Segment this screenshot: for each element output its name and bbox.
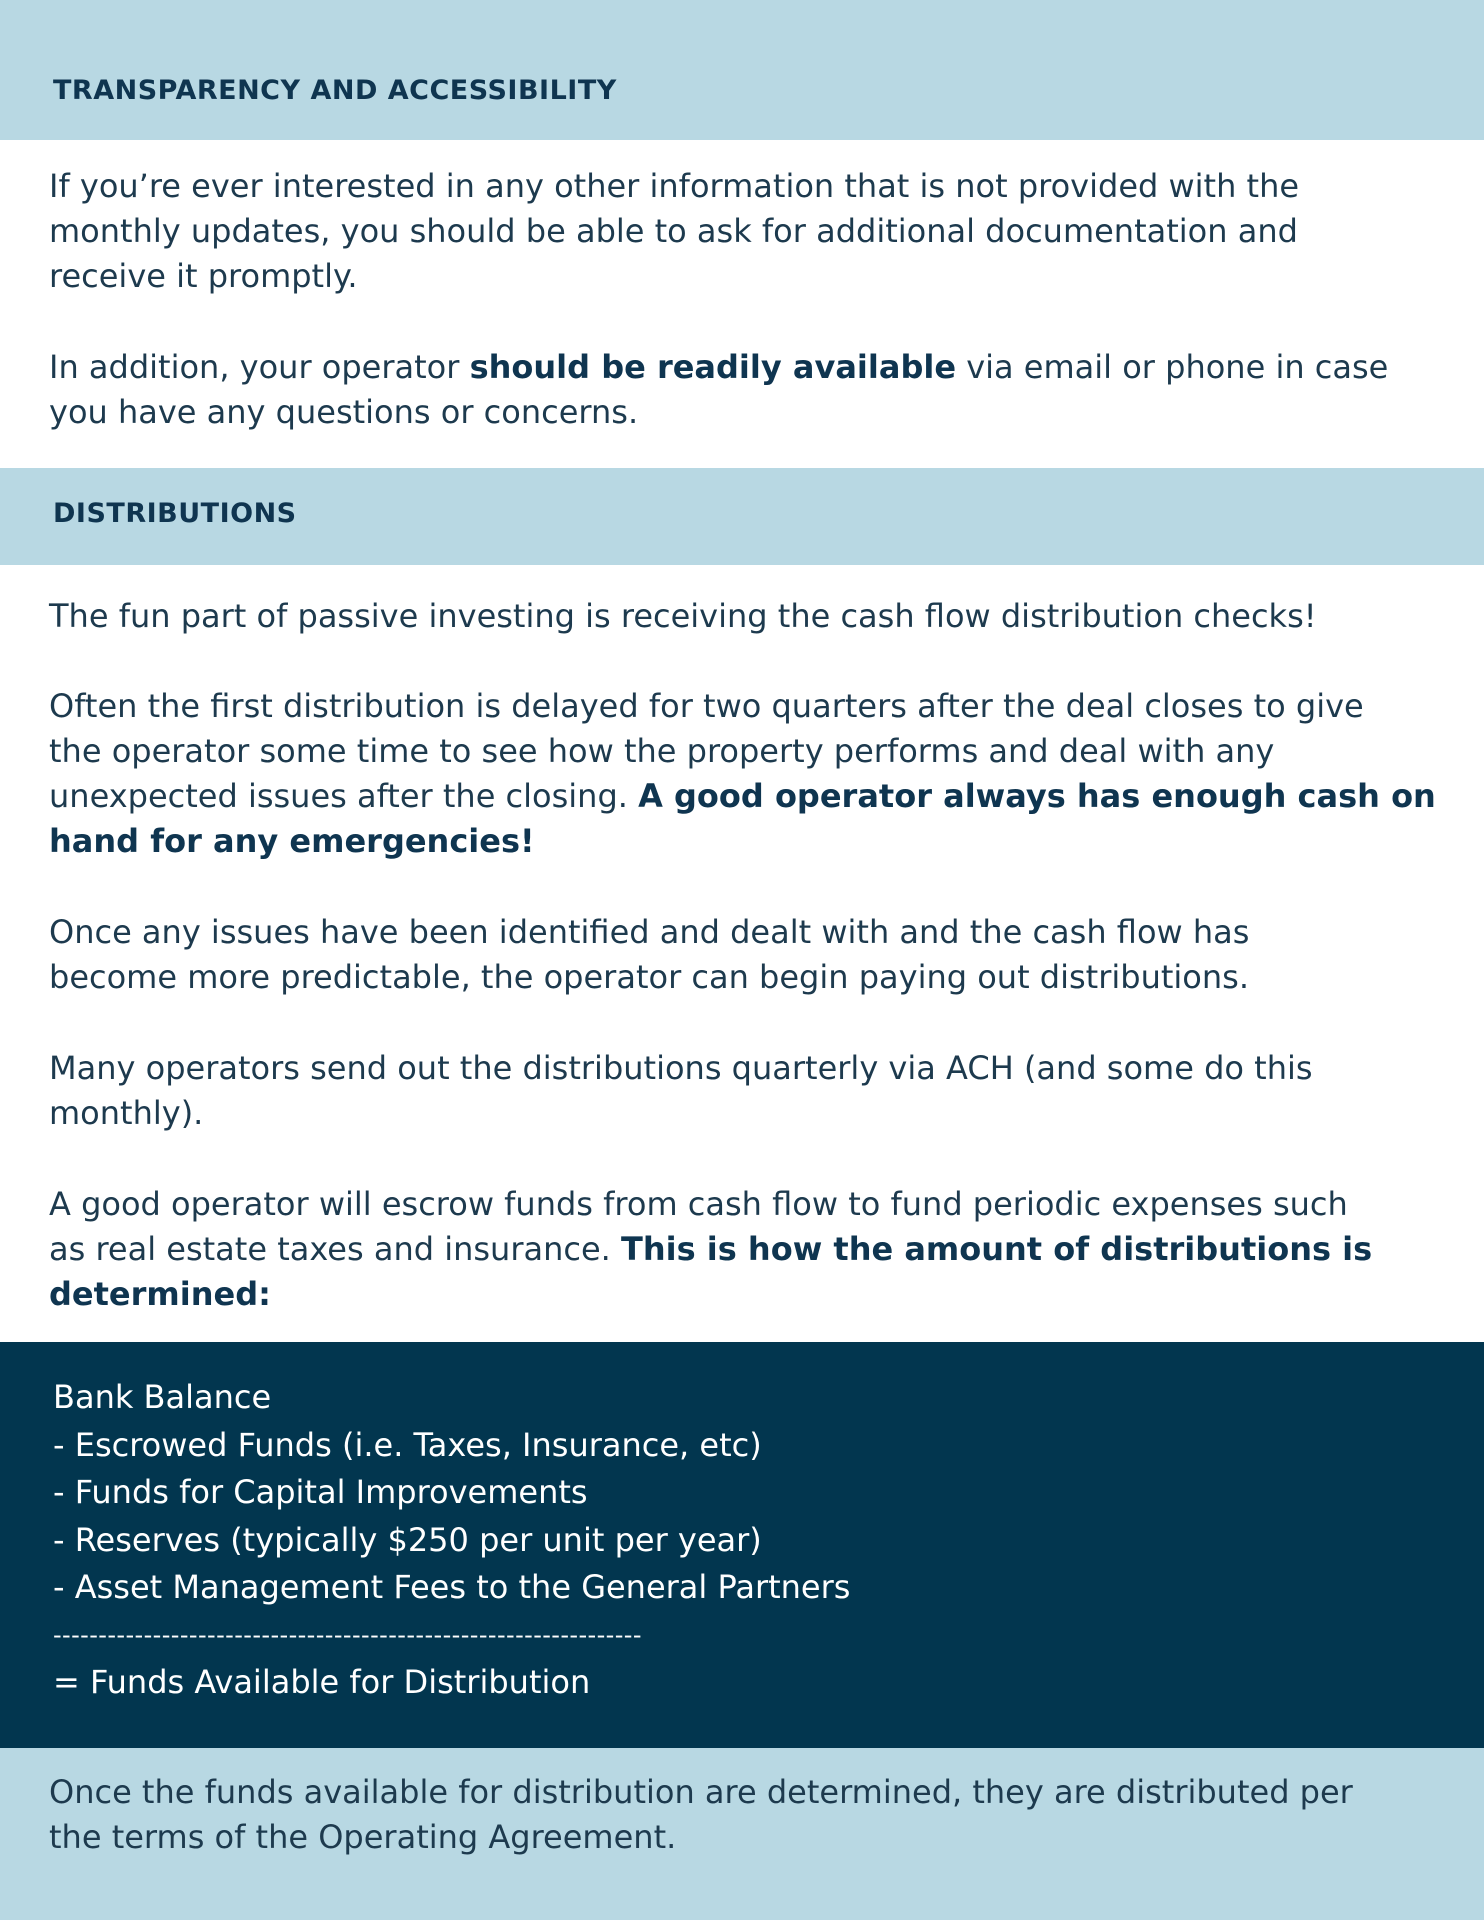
formula-divider: ----------------------------------------------------------------- <box>53 1620 642 1649</box>
bold-text: determined: <box>49 1275 271 1313</box>
text-line: the terms of the Operating Agreement. <box>49 1818 677 1856</box>
text-line: receive it promptly. <box>49 257 358 295</box>
distributions-para-1 <box>49 594 1449 639</box>
formula-line: - Funds for Capital Improvements <box>53 1473 588 1511</box>
paragraph <box>49 1046 1449 1136</box>
text-line: you have any questions or concerns. <box>49 393 639 431</box>
text-line: A good operator will escrow funds from cash flow to fund periodic expenses such <box>49 1185 1348 1223</box>
formula-line: - Asset Management Fees to the General Partners <box>53 1568 851 1606</box>
formula-result: = Funds Available for Distribution <box>53 1663 591 1701</box>
text-line: Once the funds available for distribution are determined, they are distributed per <box>49 1773 1353 1811</box>
section-header-distributions <box>0 468 1484 565</box>
bold-text: hand for any emergencies! <box>49 822 535 860</box>
formula-line: Bank Balance <box>53 1378 272 1416</box>
formula-line: - Reserves (typically $250 per unit per year) <box>53 1520 762 1559</box>
bold-text: should be readily available <box>469 348 957 386</box>
text-line: monthly). <box>49 1094 204 1132</box>
text-line: Once any issues have been identified and dealt with and the cash flow has <box>49 913 1250 951</box>
paragraph <box>49 1770 1449 1860</box>
bold-text: This is how the amount of distributions is <box>621 1230 1373 1268</box>
text-line: The fun part of passive investing is receiving the cash flow distribution checks! <box>49 597 1317 635</box>
text-line: via email or phone in case <box>956 348 1389 386</box>
paragraph <box>49 910 1449 1000</box>
text-line: Many operators send out the distributions quarterly via ACH (and some do this <box>49 1049 1313 1087</box>
paragraph <box>49 594 1449 639</box>
distributions-para-4 <box>49 1046 1449 1136</box>
text-line: become more predictable, the operator can begin paying out distributions. <box>49 958 1249 996</box>
paragraph <box>49 1182 1449 1317</box>
footer-band <box>0 1748 1484 1920</box>
text-line: the operator some time to see how the property performs and deal with any <box>49 732 1275 770</box>
text-line: In addition, your operator <box>49 348 470 386</box>
text-line: monthly updates, you should be able to ask for additional documentation and <box>49 212 1298 250</box>
section-header-transparency <box>0 0 1484 140</box>
paragraph <box>49 684 1449 864</box>
text-line: unexpected issues after the closing. <box>49 777 639 815</box>
text-line: If you’re ever interested in any other information that is not provided with the <box>49 167 1300 205</box>
paragraph <box>49 345 1449 435</box>
transparency-content <box>49 164 1449 299</box>
text-line: Often the first distribution is delayed for two quarters after the deal closes to give <box>49 687 1364 725</box>
section-title: DISTRIBUTIONS <box>53 498 297 529</box>
transparency-content-2 <box>49 345 1449 435</box>
formula-line: - Escrowed Funds (i.e. Taxes, Insurance, etc) <box>53 1425 762 1464</box>
paragraph <box>49 164 1449 299</box>
distributions-para-3 <box>49 910 1449 1000</box>
distribution-formula-panel <box>0 1342 1484 1748</box>
section-title: TRANSPARENCY AND ACCESSIBILITY <box>53 75 617 106</box>
footer-content <box>49 1770 1449 1860</box>
distributions-para-5 <box>49 1182 1449 1317</box>
bold-text: A good operator always has enough cash on <box>638 777 1436 815</box>
text-line: as real estate taxes and insurance. <box>49 1230 621 1268</box>
distributions-para-2 <box>49 684 1449 864</box>
distribution-formula <box>53 1374 850 1707</box>
